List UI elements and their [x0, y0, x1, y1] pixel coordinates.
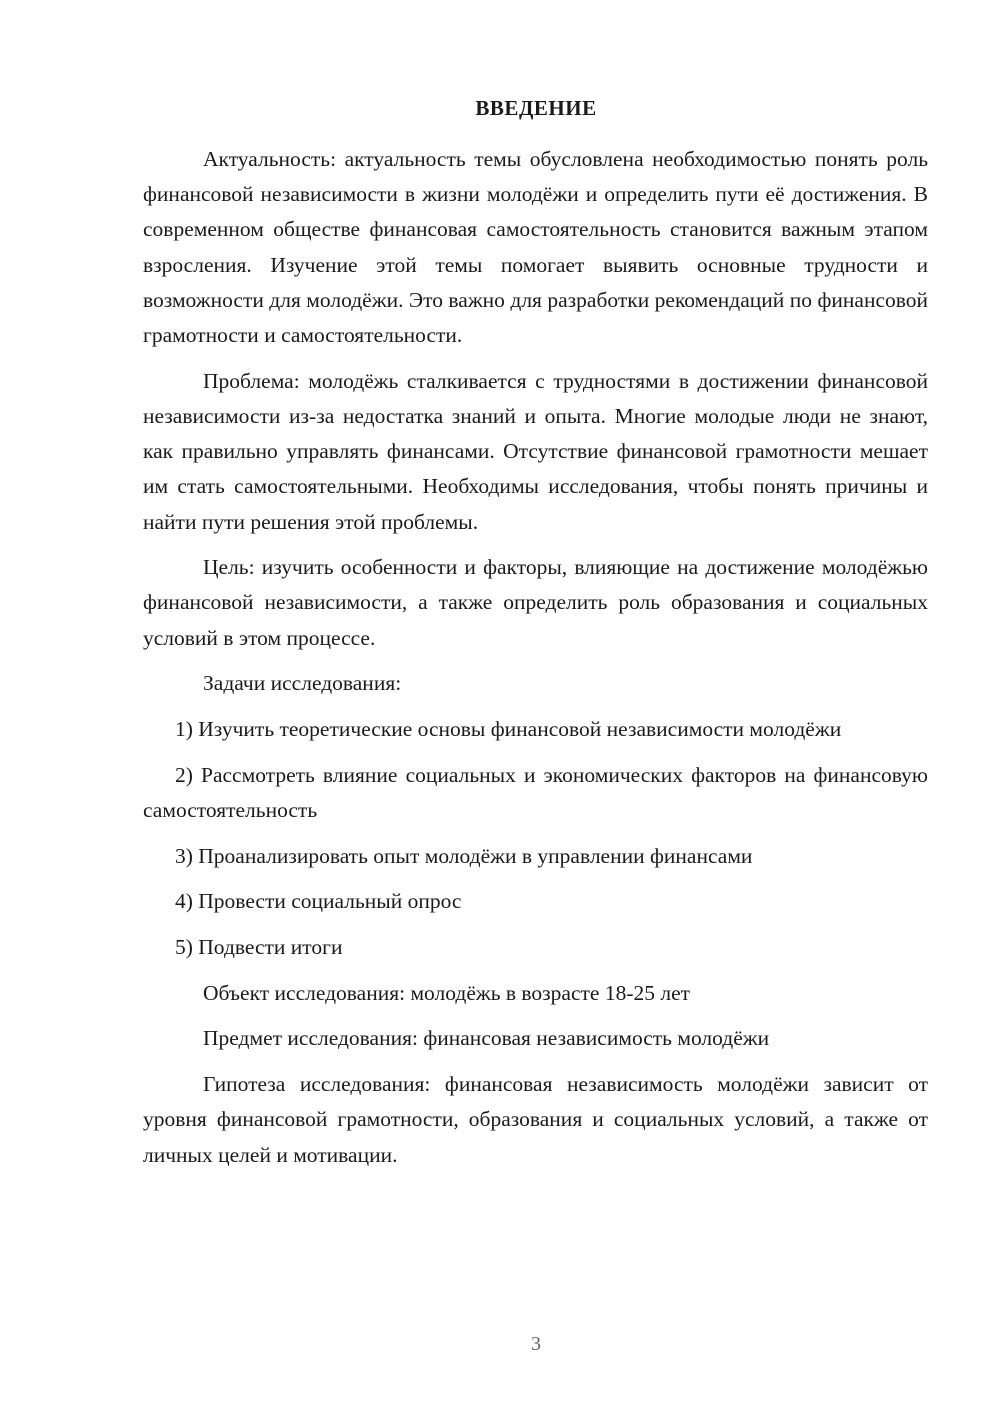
paragraph-relevance: Актуальность: актуальность темы обусловлена необходимостью понять роль финансовой независимости в жизни молодёжи и определить пути её достижения. В современном обществе финансовая самостоятельность становится важным этапом взросления. Изучение этой темы помогает выявить основные трудности и возможности для молодёжи. Это важно для разработки рекомендаций по финансовой грамотности и самостоятельности. [143, 147, 928, 348]
paragraph-problem: Проблема: молодёжь сталкивается с трудностями в достижении финансовой независимости из-за недостатка знаний и опыта. Многие молодые люди не знают, как правильно управлять финансами. Отсутствие финансовой грамотности мешает им стать самостоятельными. Необходимы исследования, чтобы понять причины и найти пути решения этой проблемы. [143, 368, 928, 534]
paragraph-object: Объект исследования: молодёжь в возрасте 18-25 лет [203, 980, 691, 1005]
task-item-3: 3) Проанализировать опыт молодёжи в управлении финансами [175, 843, 753, 868]
page-number: 3 [531, 1333, 541, 1355]
task-item-4: 4) Провести социальный опрос [175, 889, 462, 914]
task-item-2: 2) Рассмотреть влияние социальных и экономических факторов на финансовую самостоятельность [143, 762, 928, 822]
paragraph-subject: Предмет исследования: финансовая независимость молодёжи [203, 1026, 770, 1051]
paragraph-tasks-title: Задачи исследования: [203, 671, 402, 696]
task-item-5: 5) Подвести итоги [175, 935, 343, 960]
paragraph-goal: Цель: изучить особенности и факторы, влияющие на достижение молодёжью финансовой независимости, а также определить роль образования и социальных условий в этом процессе. [143, 555, 928, 650]
document-body [143, 142, 928, 1183]
paragraph-hypothesis: Гипотеза исследования: финансовая независимость молодёжи зависит от уровня финансовой грамотности, образования и социальных условий, а также от личных целей и мотивации. [143, 1072, 928, 1167]
task-item-1: 1) Изучить теоретические основы финансовой независимости молодёжи [175, 717, 842, 742]
section-heading: ВВЕДЕНИЕ [475, 96, 597, 120]
